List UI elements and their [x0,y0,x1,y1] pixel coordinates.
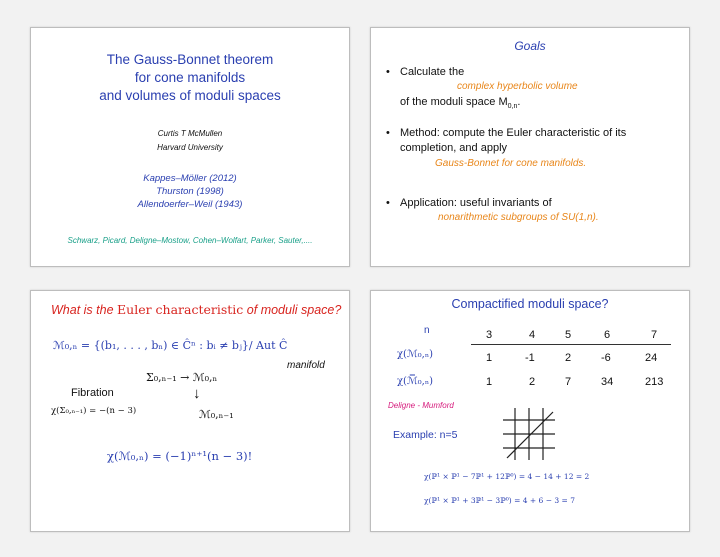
row1-cell: 24 [645,352,658,364]
equation-2: χ(ℙ¹ × ℙ¹ + 3ℙ¹ − 3ℙ⁰) = 4 + 6 − 3 = 7 [424,496,575,505]
euler-title [51,302,341,317]
title-part-1: What is the [51,303,114,317]
equation-1: χ(ℙ¹ × ℙ¹ − 7ℙ¹ + 12ℙ⁰) = 4 − 14 + 12 = 2 [424,472,590,481]
title-line-2: for cone manifolds [134,70,246,85]
euler-result: χ(ℳ₀,ₙ) = (−1)ⁿ⁺¹(n − 3)! [107,449,253,463]
ref-1: Kappes–Möller (2012) [143,173,237,184]
col-n-4: 4 [529,329,536,341]
row1-label: χ(ℳ₀,ₙ) [397,349,434,360]
row1-cell: -1 [525,352,535,364]
col-n-3: 3 [486,329,493,341]
slide-title [30,27,350,267]
moduli-space-line [400,96,520,110]
compactified-title: Compactified moduli space? [451,297,609,311]
moduli-definition: ℳ₀,ₙ = {(b₁, . . . , bₙ) ∈ Ĉⁿ : bᵢ ≠ bⱼ}/ Aut Ĉ [53,339,288,352]
references [31,172,349,211]
col-n-6: 6 [604,329,611,341]
slide-goals [370,27,690,267]
contributors: Schwarz, Picard, Deligne–Mostow, Cohen–Wolfart, Parker, Sauter,.... [67,236,313,245]
title-part-3: of moduli space? [246,303,342,317]
nonarithmetic-highlight: nonarithmetic subgroups of SU(1,n). [438,212,599,223]
row1-cell: 1 [486,352,493,364]
row2-cell: 1 [486,376,493,388]
complex-volume-highlight: complex hyperbolic volume [457,81,578,92]
manifold-label: manifold [287,360,325,371]
title-line-1: The Gauss-Bonnet theorem [106,52,274,67]
ref-2: Thurston (1998) [156,186,224,197]
row2-label: χ(ℳ̅₀,ₙ) [397,376,434,387]
ref-3: Allendoerfer–Weil (1943) [137,199,243,210]
row1-cell: -6 [601,352,611,364]
title-line-3: and volumes of moduli spaces [99,88,281,103]
moduli-space-text: of the moduli space M [400,96,508,108]
deligne-mumford-label: Deligne - Mumford [388,401,454,410]
fiber-euler: χ(Σ₀,ₙ₋₁) = −(n − 3) [51,406,137,416]
author: Curtis T McMullen [157,129,223,138]
row2-cell: 213 [645,376,664,388]
title-part-2: Euler characteristic [117,302,244,317]
base-space: ℳ₀,ₙ₋₁ [199,408,234,421]
row2-cell: 34 [601,376,614,388]
slide-compactified [370,290,690,532]
row2-cell: 7 [565,376,572,388]
bullet-calculate: • Calculate the [400,66,464,78]
n-label: n [424,325,430,336]
fibration-map: Σ₀,ₙ₋₁ → ℳ₀,ₙ [146,371,218,384]
affiliation: Harvard University [157,143,223,152]
col-n-5: 5 [565,329,572,341]
down-arrow-icon: ↓ [193,385,201,402]
slide-euler-characteristic [30,290,350,532]
table-rule [471,344,671,345]
grid-diagram-icon [501,406,557,462]
talk-title [31,51,349,105]
method-line-2: completion, and apply [400,142,508,154]
gauss-bonnet-highlight: Gauss-Bonnet for cone manifolds. [435,158,587,169]
bullet-application: • Application: useful invariants of [400,197,552,209]
col-n-7: 7 [651,329,658,341]
goals-title: Goals [514,39,546,53]
period: . [517,96,521,108]
fibration-label: Fibration [71,387,114,399]
bullet-method: • Method: compute the Euler characteristic of its [400,127,626,139]
example-label: Example: n=5 [393,429,458,441]
row2-cell: 2 [529,376,536,388]
moduli-subscript: 0,n [507,103,518,111]
row1-cell: 2 [565,352,572,364]
